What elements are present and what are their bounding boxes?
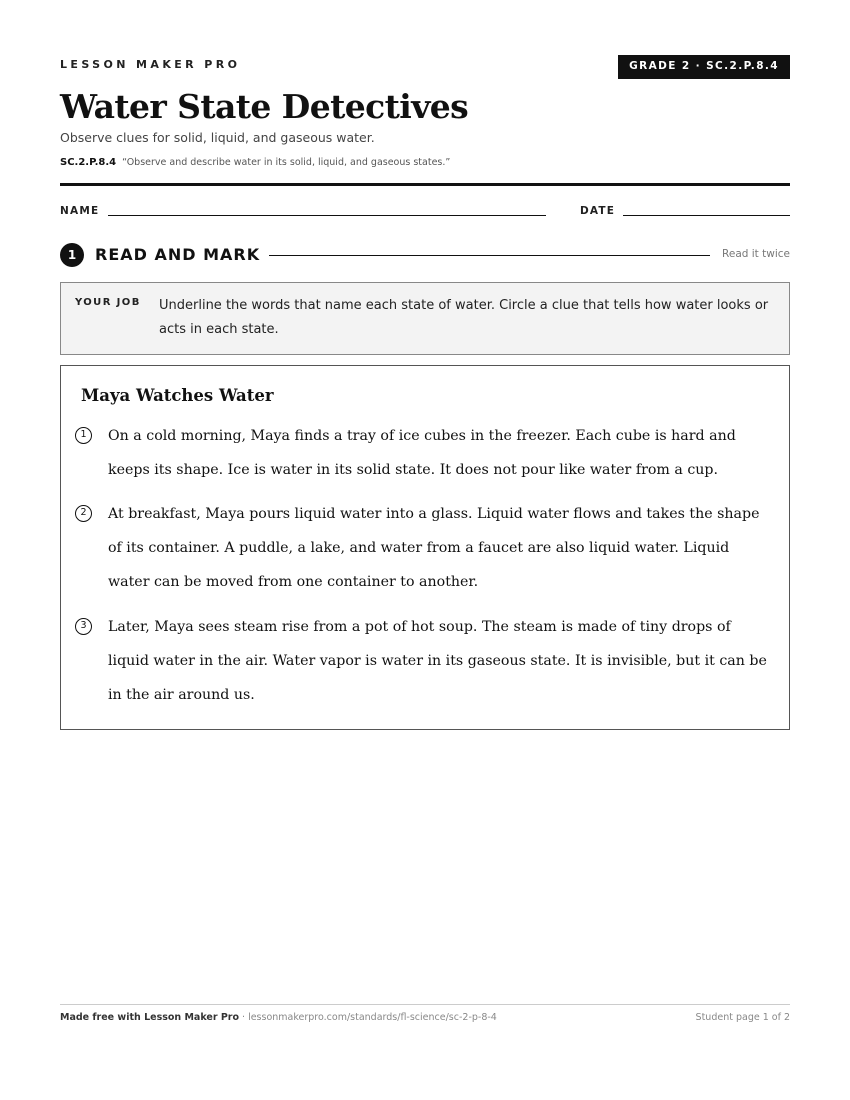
grade-badge: GRADE 2 · SC.2.P.8.4 bbox=[618, 55, 790, 79]
instructions-label: YOUR JOB bbox=[75, 297, 141, 308]
section-title: READ AND MARK bbox=[95, 245, 261, 264]
standard-line bbox=[60, 157, 450, 168]
header-divider bbox=[60, 183, 790, 186]
paragraph-text: At breakfast, Maya pours liquid water into a glass. Liquid water flows and takes the shape of its container. A puddle, a lake, and water from a faucet are also liquid water. Liquid water can be moved from one container to another. bbox=[108, 506, 760, 590]
reading-passage bbox=[60, 365, 790, 730]
footer-page-number: Student page 1 of 2 bbox=[695, 1012, 790, 1023]
standard-description: “Observe and describe water in its solid, liquid, and gaseous states.” bbox=[122, 157, 451, 168]
footer-divider bbox=[60, 1004, 790, 1005]
page-subtitle: Observe clues for solid, liquid, and gaseous water. bbox=[60, 130, 375, 145]
instructions-text: Underline the words that name each state of water. Circle a clue that tells how water looks or acts in each state. bbox=[159, 298, 769, 337]
name-label: NAME bbox=[60, 205, 100, 217]
paragraph-number-icon: 3 bbox=[75, 618, 92, 635]
worksheet-page bbox=[60, 0, 790, 1100]
paragraph-text: On a cold morning, Maya finds a tray of ice cubes in the freezer. Each cube is hard and keeps its shape. Ice is water in its solid state. It does not pour like water from a cup. bbox=[108, 428, 736, 478]
date-field[interactable] bbox=[623, 215, 790, 216]
passage-title: Maya Watches Water bbox=[81, 386, 274, 405]
instructions-box bbox=[60, 282, 790, 355]
page-title: Water State Detectives bbox=[60, 87, 469, 126]
footer-made-with: Made free with Lesson Maker Pro bbox=[60, 1012, 240, 1023]
footer-credit bbox=[60, 1012, 497, 1023]
footer-url[interactable]: · lessonmakerpro.com/standards/fl-science/sc-2-p-8-4 bbox=[239, 1012, 497, 1023]
section-note: Read it twice bbox=[722, 248, 790, 260]
paragraph-text: Later, Maya sees steam rise from a pot of hot soup. The steam is made of tiny drops of liquid water in the air. Water vapor is water in its gaseous state. It is invisible, but it can be in the air around us. bbox=[108, 619, 767, 703]
brand-name: LESSON MAKER PRO bbox=[60, 58, 241, 71]
section-divider bbox=[269, 255, 710, 256]
standard-code: SC.2.P.8.4 bbox=[60, 157, 117, 168]
section-number-badge: 1 bbox=[60, 243, 84, 267]
paragraph-number-icon: 2 bbox=[75, 505, 92, 522]
name-field[interactable] bbox=[108, 215, 546, 216]
date-label: DATE bbox=[580, 205, 616, 217]
paragraph-number-icon: 1 bbox=[75, 427, 92, 444]
